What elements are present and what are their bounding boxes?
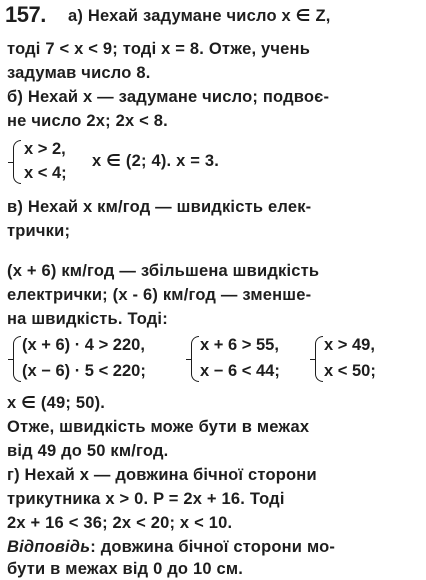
system-b [8, 138, 98, 186]
text-line-g1: г) Нехай x — довжина бічної сторони [7, 466, 317, 484]
answer-text: : довжина бічної сторони мо- [90, 538, 336, 556]
text-line-g2: трикутника x > 0. P = 2x + 16. Тоді [7, 490, 285, 508]
text-line-g3: 2x + 16 < 36; 2x < 20; x < 10. [7, 514, 233, 532]
text-line-v8: від 49 до 50 км/год. [7, 442, 169, 460]
system-b-row-1: x > 2, [24, 140, 66, 158]
system-v-2-row-2: x − 6 < 44; [200, 362, 280, 380]
system-v-2 [186, 334, 304, 384]
brace-icon [13, 336, 21, 382]
text-line-b1: б) Нехай x — задумане число; подвоє- [7, 88, 330, 106]
text-line-v3: (x + 6) км/год — збільшена швидкість [7, 262, 320, 280]
text-line-answer [7, 537, 335, 557]
brace-icon [13, 140, 21, 184]
text-line-b-result: x ∈ (2; 4). x = 3. [92, 152, 220, 170]
brace-icon [191, 336, 199, 382]
system-v-2-row-1: x + 6 > 55, [200, 336, 279, 354]
system-v-1 [8, 334, 184, 384]
system-v-1-row-1: (x + 6) · 4 > 220, [22, 336, 145, 354]
text-line-a2: тоді 7 < x < 9; тоді x = 8. Отже, учень [7, 40, 311, 58]
text-line-v1: в) Нехай x км/год — швидкість елек- [7, 198, 312, 216]
problem-number: 157. [5, 2, 46, 27]
text-line-a3: задумав число 8. [7, 64, 151, 82]
brace-icon [315, 336, 323, 382]
text-line-v7: Отже, швидкість може бути в межах [7, 418, 310, 436]
text-line-b2: не число 2x; 2x < 8. [7, 112, 168, 130]
text-line-v6: x ∈ (49; 50). [7, 394, 106, 412]
answer-label: Відповідь [7, 538, 91, 556]
text-line-g5: бути в межах від 0 до 10 см. [7, 560, 244, 578]
text-line-a1: а) Нехай задумане число x ∈ Z, [68, 7, 331, 25]
system-b-row-2: x < 4; [24, 164, 67, 182]
system-v-3 [310, 334, 390, 384]
system-v-1-row-2: (x − 6) · 5 < 220; [22, 362, 146, 380]
text-line-v5: на швидкість. Тоді: [7, 310, 168, 328]
text-line-v4: електрички; (x - 6) км/год — зменше- [7, 286, 312, 304]
text-line-v2: трички; [7, 222, 71, 240]
system-v-3-row-2: x < 50; [324, 362, 376, 380]
system-v-3-row-1: x > 49, [324, 336, 375, 354]
